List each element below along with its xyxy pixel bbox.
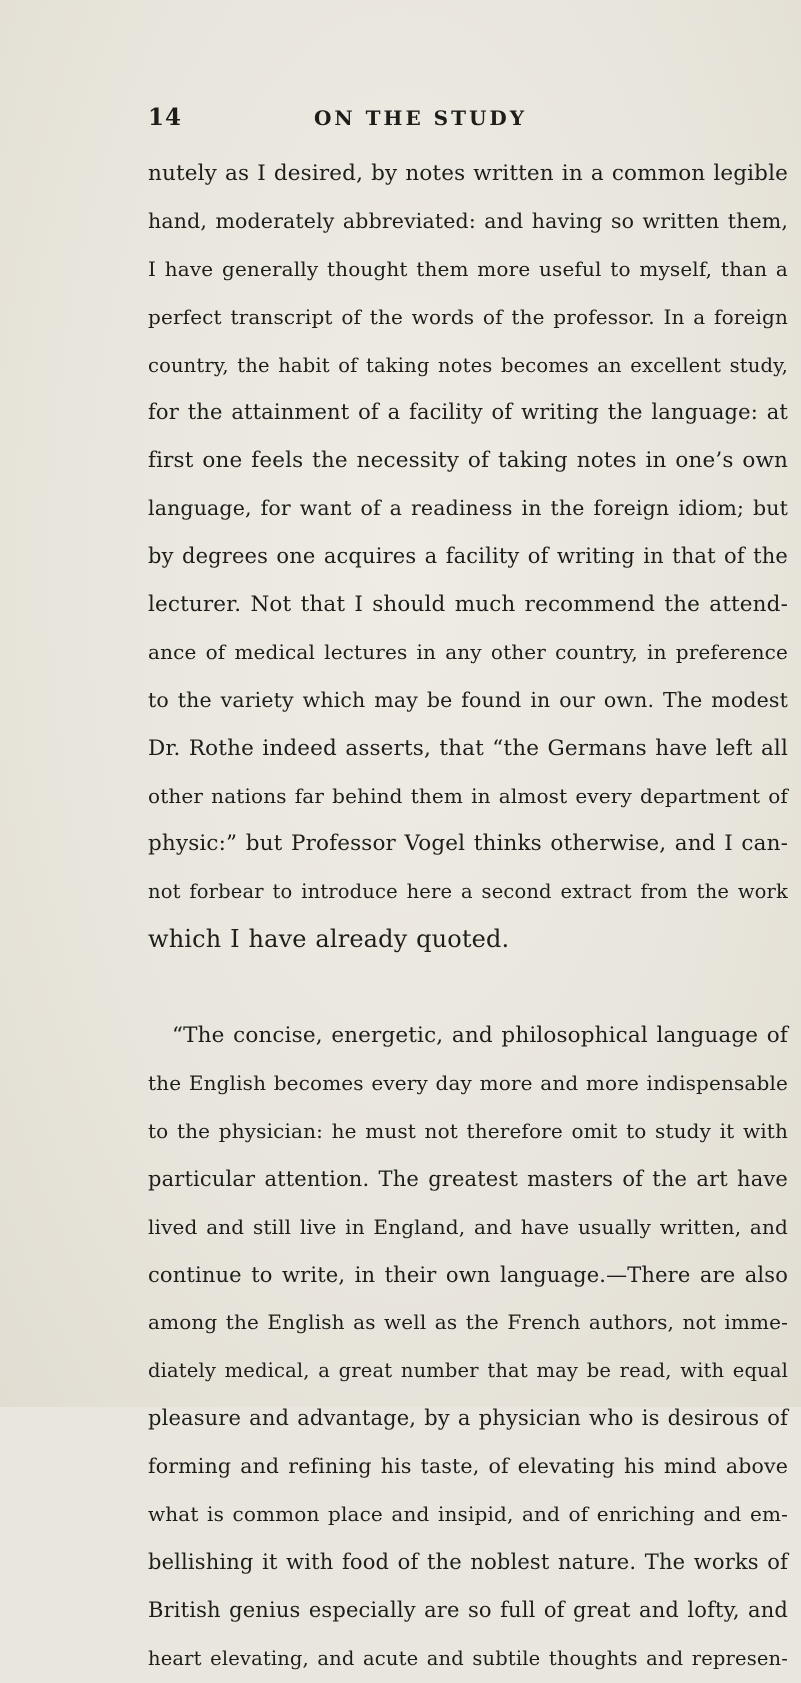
text-line: the English becomes every day more and more indispensable (148, 1071, 788, 1096)
text-line: forming and refining his taste, of elevating his mind above (148, 1454, 788, 1479)
text-line: ance of medical lectures in any other country, in preference (148, 639, 788, 664)
text-line: to the variety which may be found in our own. The modest (148, 687, 788, 712)
text-line: for the attainment of a facility of writing the language: at (148, 400, 788, 425)
text-line: diately medical, a great number that may be read, with equal (148, 1359, 788, 1383)
text-line: to the physician: he must not therefore omit to study it with (148, 1118, 788, 1143)
running-head: ON THE STUDY (314, 106, 528, 130)
text-line: continue to write, in their own language.—There are also (148, 1262, 788, 1287)
text-line: particular attention. The greatest masters of the art have (148, 1166, 788, 1191)
text-line: lecturer. Not that I should much recommend the attend- (148, 592, 788, 618)
page-header (148, 104, 788, 144)
text-line: pleasure and advantage, by a physician who is desirous of (148, 1406, 788, 1431)
text-line: not forbear to introduce here a second extract from the work (148, 880, 788, 904)
paragraph-gap (148, 964, 788, 1012)
text-line: hand, moderately abbreviated: and having so written them, (148, 208, 788, 233)
text-line: heart elevating, and acute and subtile thoughts and represen- (148, 1646, 788, 1670)
text-line: among the English as well as the French authors, not imme- (148, 1310, 788, 1335)
paragraph-1 (148, 150, 788, 964)
page-number: 14 (148, 104, 183, 131)
paragraph-2 (148, 1012, 788, 1682)
text-line: British genius especially are so full of great and lofty, and (148, 1597, 788, 1622)
text-line: physic:” but Professor Vogel thinks otherwise, and I can- (148, 831, 788, 857)
text-line: nutely as I desired, by notes written in a common legible (148, 161, 788, 186)
text-line: first one feels the necessity of taking notes in one’s own (148, 448, 788, 474)
text-line: which I have already quoted. (148, 925, 510, 954)
text-line: perfect transcript of the words of the professor. In a foreign (148, 304, 788, 329)
text-line: “The concise, energetic, and philosophical language of (172, 1023, 788, 1049)
text-line: by degrees one acquires a facility of writing in that of the (148, 544, 788, 569)
text-line: lived and still live in England, and have usually written, and (148, 1214, 788, 1239)
text-line: Dr. Rothe indeed asserts, that “the Germans have left all (148, 735, 788, 761)
text-line: other nations far behind them in almost every department of (148, 783, 788, 808)
text-line: I have generally thought them more useful to myself, than a (148, 256, 788, 281)
text-line: language, for want of a readiness in the foreign idiom; but (148, 496, 788, 521)
text-line: country, the habit of taking notes becomes an excellent study, (148, 353, 788, 377)
text-line: bellishing it with food of the noblest nature. The works of (148, 1549, 788, 1574)
text-line: what is common place and insipid, and of enriching and em- (148, 1502, 788, 1527)
body-text (148, 150, 788, 1683)
